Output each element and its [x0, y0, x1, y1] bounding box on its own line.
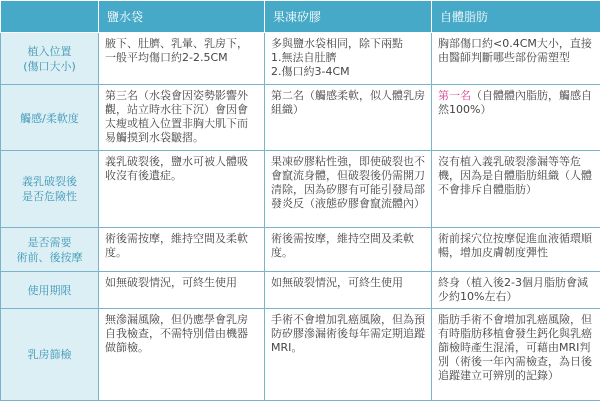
row-label-lifespan: 使用期限 [1, 271, 99, 308]
table-row [1, 150, 600, 227]
table-row [1, 227, 600, 271]
table-row [1, 271, 600, 308]
table-row [1, 85, 600, 151]
row-label-breast-screening: 乳房篩檢 [1, 308, 99, 400]
header-corner-cell [1, 1, 99, 33]
cell-silicone-rupture: 果凍矽膠粘性強，即使破裂也不會竄流身體，但破裂後仍需開刀清除，因為矽膠有可能引發局部發炎反（液態矽膠會竄流體內） [265, 150, 432, 227]
cell-saline-touch: 第三名（水袋會因姿勢影響外觀，站立時水往下沉）會因會太瘦或植入位置非胸大肌下而易觸摸到水袋皺摺。 [99, 85, 265, 151]
cell-saline-lifespan: 如無破裂情況，可終生使用 [99, 271, 265, 308]
row-label-rupture-risk: 義乳破裂後 是否危險性 [1, 150, 99, 227]
cell-fat-position: 胸部傷口約<0.4CM大小，直接由醫師判斷哪些部份需塑型 [432, 33, 600, 85]
row-label-implant-position: 植入位置 (傷口大小) [1, 33, 99, 85]
cell-saline-screening: 無滲漏風險，但仍應學會乳房自我檢查，不需特別借由機器做篩檢。 [99, 308, 265, 400]
header-row [1, 1, 600, 33]
cell-silicone-lifespan: 如無破裂情況，可終生使用 [265, 271, 432, 308]
cell-silicone-massage: 術後需按摩，維持空間及柔軟度。 [265, 227, 432, 271]
cell-fat-screening: 脂肪手術不會增加乳癌風險，但有時脂肪移植會發生鈣化與乳癌篩檢時產生混淆，可藉由MRI判別（術後一年內需檢查，為日後追蹤建立可辨別的記錄） [432, 308, 600, 400]
row-label-massage: 是否需要 術前、後按摩 [1, 227, 99, 271]
table-row [1, 308, 600, 400]
cell-fat-rupture: 沒有植入義乳破裂滲漏等等危機，因為是自體脂肪組織（人體不會排斥自體脂肪） [432, 150, 600, 227]
rank-first-highlight: 第一名 [438, 89, 471, 103]
cell-fat-touch: 第一名（自體體內脂肪，觸感自然100%） [432, 85, 600, 151]
cell-silicone-screening: 手術不會增加乳癌風險，但為預防矽膠滲漏術後每年需定期追蹤MRI。 [265, 308, 432, 400]
header-saline: 鹽水袋 [99, 1, 265, 33]
header-silicone-gel: 果凍矽膠 [265, 1, 432, 33]
cell-saline-position: 腋下、肚臍、乳暈、乳房下，一般平均傷口約2-2.5CM [99, 33, 265, 85]
cell-silicone-touch: 第二名（觸感柔軟，似人體乳房組織） [265, 85, 432, 151]
cell-saline-rupture: 義乳破裂後，鹽水可被人體吸收沒有後遺症。 [99, 150, 265, 227]
cell-fat-lifespan: 終身（植入後2-3個月脂肪會減少約10%左右） [432, 271, 600, 308]
cell-fat-massage: 術前採穴位按摩促進血液循環順暢，增加皮膚韌度彈性 [432, 227, 600, 271]
cell-silicone-position: 多與鹽水袋相同，除下兩點 1.無法自肚臍 2.傷口約3-4CM [265, 33, 432, 85]
table-row [1, 33, 600, 85]
row-label-touch-softness: 觸感/柔軟度 [1, 85, 99, 151]
cell-saline-massage: 術後需按摩，維持空間及柔軟度。 [99, 227, 265, 271]
header-autologous-fat: 自體脂肪 [432, 1, 600, 33]
